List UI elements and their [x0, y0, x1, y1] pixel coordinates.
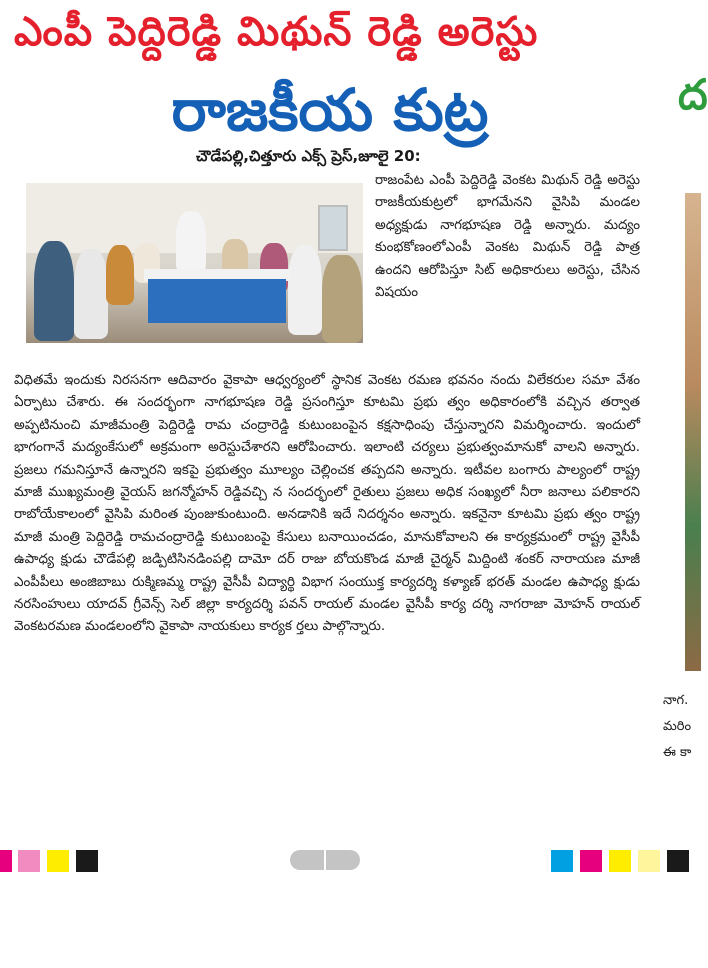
photo-person — [176, 211, 206, 273]
photo-person — [74, 249, 108, 339]
photo-person — [322, 255, 362, 343]
registration-mark — [290, 850, 360, 870]
photo-person — [34, 241, 74, 341]
color-swatch-yellow — [609, 850, 631, 872]
side-text-line: నాగ. — [663, 693, 689, 708]
color-swatch-magenta — [0, 850, 12, 872]
side-article-headline: ద — [678, 70, 708, 119]
article-body-full-width: విధితమే ఇందుకు నిరసనగా ఆదివారం వైకాపా ఆధ్వర్యంలో స్థానిక వెంకట రమణ భవనం నందు విలేకరుల సమా వేశం ఏర్పాటు చేశారు. ఈ సందర్భంగా నాగభూషణ రెడ్డి ప్రసంగిస్తూ కూటమి ప్రభు త్వం అధికారంలోకి వచ్చిన తర్వాత అప్పటినుంచి మాజీమంత్రి పెద్దిరెడ్డి రామ చంద్రారెడ్డి కుటుంబంపైన కక్షసాధింపు చేస్తున్నారని విమర్శించారు. ఇందులో భాగంగానే మద్యంకేసులో అక్రమంగా అరెస్టుచేశారని ఆరోపించారు. ఇలాంటి చర్యలు ప్రభుత్వంమానుకో వాలని అన్నారు. ప్రజలు గమనిస్తూనే ఉన్నారని ఇకపై ప్రభుత్వం మూల్యం చెల్లించక తప్పదని అన్నారు. ఇటీవల బంగారు పాల్యంలో రాష్ట్ర మాజీ ముఖ్యమంత్రి వైయస్ జగన్మోహన్ రెడ్డివచ్చి న సందర్భంలో రైతులు ప్రజలు అధిక సంఖ్యలో నీరా జనాలు పలికారని రాబోయేకాలంలో వైసిపి మరింత పుంజుకుంటుంది. అనడానికి ఇదే నిదర్శనం అన్నారు. ఇకనైనా కూటమి ప్రభు త్వం రాష్ట్ర మాజీ మంత్రి పెద్దిరెడ్డి రామచంద్రారెడ్డి కుటుంబంపై కేసులు బనాయించడం, మానుకోవాలని ఈ కార్యక్రమంలో రాష్ట్ర వైసీపీ ఉపాధ్య క్షుడు చౌడేపల్లి జడ్పిటిసినడింపల్లి దామో దర్ రాజు బోయకొండ మాజీ చైర్మన్ మిద్దింటి శంకర్ నారాయణ మాజీ ఎంపీపీలు అంజిబాబు రుక్మిణమ్మ రాష్ట్ర వైసీపీ విద్యార్థి విభాగ సంయుక్త కార్యదర్శి కళ్యాణ్ భరత్ మండల ఉపాధ్య క్షుడు నరసింహులు యాదవ్ గ్రీవెన్స్ సెల్ జిల్లా కార్యదర్శి పవన్ రాయల్ మండల వైసీపీ కార్య దర్శి నాగరాజా మోహన్ రాయల్ వెంకటరమణ మండలంలోని వైకాపా నాయకులు కార్యక ర్తలు పాల్గొన్నారు. — [14, 373, 640, 635]
photo-table-cloth — [148, 279, 286, 323]
dateline: చౌడేపల్లి,చిత్తూరు ఎక్స్ ప్రెస్,జూలై 20: — [196, 147, 421, 165]
article-body-column: రాజంపేట ఎంపీ పెద్దిరెడ్డి వెంకట మిథున్ రెడ్డి అరెస్టు రాజకీయకుట్రలో భాగమేనని వైసిపి మండల అధ్యక్షుడు నాగభూషణ రెడ్డి అన్నారు. మద్యం కుంభకోణంలోఎంపీ వెంకట మిథున్ రెడ్డి పాత్ర ఉందని ఆరోపిస్తూ సిట్ అధికారులు అరెస్టు, చేసిన విషయం — [375, 173, 640, 301]
color-swatch-pink — [18, 850, 40, 872]
side-text-line: మరిం — [663, 719, 692, 734]
color-swatch-black — [667, 850, 689, 872]
main-headline: రాజకీయ కుట్ర — [171, 76, 489, 144]
photo-window — [318, 205, 348, 251]
press-meet-photo — [26, 183, 363, 343]
color-swatch-cyan — [551, 850, 573, 872]
color-swatch-black — [76, 850, 98, 872]
color-swatch-yellow — [47, 850, 69, 872]
color-swatch-light-yellow — [638, 850, 660, 872]
side-article-text — [663, 688, 701, 772]
photo-person — [106, 245, 134, 305]
photo-person — [288, 245, 322, 335]
color-swatch-magenta — [580, 850, 602, 872]
side-article-photo — [685, 193, 701, 671]
side-text-line: ఈ కా — [663, 745, 692, 760]
kicker-headline: ఎంపీ పెద్దిరెడ్డి మిథున్ రెడ్డి అరెస్టు — [14, 9, 539, 55]
